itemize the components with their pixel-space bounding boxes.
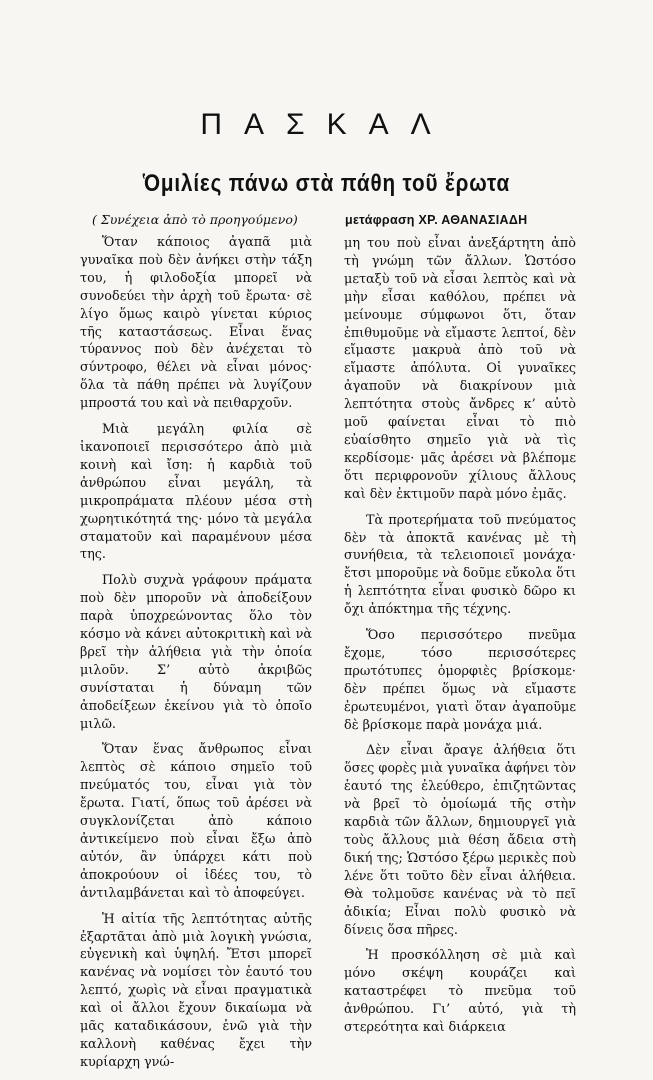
paragraph: Ὅταν κάποιος ἀγαπᾶ μιὰ γυναῖκα ποὺ δὲν ἀνήκει στὴν τάξη του, ἡ φιλοδοξία μπορεῖ νὰ συνοδεύει τὴν ἀρχὴ τοῦ ἔρωτα· σὲ λίγο ὅμως καιρὸ γίνεται κύριος τῆς καταστάσεως. Εἶναι ἕνας τύραννος ποὺ δὲν ἀνέχεται τὸ σύντροφο, θέλει νὰ εἶναι μόνος· ὅλα τὰ πάθη πρέπει νὰ λυγίζουν μπροστά του καὶ νὰ πειθαρχοῦν.	[80, 235, 312, 412]
paragraph: Ὅταν ἕνας ἄνθρωπος εἶναι λεπτὸς σὲ κάποιο σημεῖο τοῦ πνεύματός του, εἶναι γιὰ τὸν ἔρωτα. Γιατί, ὅπως τοῦ ἀρέσει νὰ συγκλονίζεται ἀπὸ κάποιο ἀντικείμενο ποὺ εἶναι ἔξω ἀπὸ αὐτόν, ἂν ὑπάρχει κάτι ποὺ ἀποκρούουν οἱ ἰδέες του, τὸ ἀντιλαμβάνεται καὶ τὸ ἀποφεύγει.	[80, 742, 312, 901]
paragraph: Δὲν εἶναι ἄραγε ἀλήθεια ὅτι ὅσες φορὲς μιὰ γυναῖκα ἀφήνει τὸν ἑαυτό της ἐλεύθερο, ἐπιζητῶντας νὰ βρεῖ τὸ ὁμοίωμά τῆς στὴν καρδιὰ τῶν ἄλλων, δημιουργεῖ γιὰ τοὺς ἄλλους μιὰ θέση ἄδεια στὴ δική της; Ὡστόσο ξέρω μερικὲς ποὺ λένε ὅτι τοῦτο δὲν εἶναι ἀλήθεια. Θὰ τολμοῦσε κανένας νὰ τὸ πεῖ ἀδικία; Εἶναι πολὺ φυσικὸ νὰ δίνεις ὅσα πῆρες.	[344, 743, 576, 938]
article-subtitle: Ὁμιλίες πάνω στὰ πάθη τοῦ ἔρωτα	[142, 170, 511, 197]
paragraph: Πολὺ συχνὰ γράφουν πράματα ποὺ δὲν μποροῦν νὰ ἀποδείξουν παρὰ ὑποχρεώνοντας ὅλο τὸν κόσμο νὰ κάνει αὐτοκριτικὴ καὶ νὰ βρεῖ τὴν ἀλήθεια γιὰ τὴν ὁποία μιλοῦν. Σ’ αὐτὸ ἀκριβῶς συνίσταται ἡ δύναμη τῶν ἀποδείξεων ἐκείνου γιὰ τὸ ὁποῖο μιλῶ.	[80, 573, 312, 732]
left-column	[80, 234, 312, 1080]
article-title: ΠΑΣΚΑΛ	[200, 108, 453, 141]
paragraph: μη του ποὺ εἶναι ἀνεξάρτητη ἀπὸ τὴ γνώμη τῶν ἄλλων. Ὡστόσο μεταξὺ τοῦ νὰ εἶσαι λεπτὸς καὶ νὰ μὴν εἶσαι καθόλου, πρέπει νὰ μείνουμε σύμφωνοι ὅτι, ὅταν ἐπιθυμοῦμε νὰ εἴμαστε λεπτοί, δὲν εἴμαστε μακρυὰ ἀπὸ τοῦ νὰ εἴμαστε ἀπόλυτα. Οἱ γυναῖκες ἀγαποῦν νὰ διακρίνουν μιὰ λεπτότητα στοὺς ἄνδρες κ’ αὐτὸ μοῦ φαίνεται εἶναι τὸ πιὸ εὐαίσθητο σημεῖο γιὰ νὰ τὶς κερδίσομε· μᾶς ἀρέσει νὰ βλέπομε ὅτι περιφρονοῦν χίλιους ἄλλους καὶ δὲν ἐκτιμοῦν παρὰ μόνο ἐμᾶς.	[344, 236, 576, 502]
right-column	[344, 235, 576, 1045]
paragraph: Ἡ προσκόλληση σὲ μιὰ καὶ μόνο σκέψη κουράζει καὶ καταστρέφει τὸ πνεῦμα τοῦ ἀνθρώπου. Γι’ αὐτό, γιὰ τὴ στερεότητα καὶ διάρκεια	[344, 948, 576, 1036]
translator-credit: μετάφραση ΧΡ. ΑΘΑΝΑΣΙΑΔΗ	[345, 213, 528, 227]
paragraph: Ἡ αἰτία τῆς λεπτότητας αὐτῆς ἐξαρτᾶται ἀπὸ μιὰ λογικὴ γνώσια, εὐγενικὴ καὶ ὑψηλή. Ἔτσι μπορεῖ κανένας νὰ νομίσει τὸν ἑαυτό του λεπτό, χωρὶς νὰ εἶναι πραγματικὰ καὶ οἱ ἄλλοι ἔχουν δικαίωμα νὰ μᾶς καταδικάσουν, ἐνῶ γιὰ τὴν καλλονὴ καθένας ἔχει τὴν κυρίαρχη γνώ-	[80, 911, 312, 1070]
paragraph: Μιὰ μεγάλη φιλία σὲ ἱκανοποιεῖ περισσότερο ἀπὸ μιὰ κοινὴ καὶ ἴση: ἡ καρδιὰ τοῦ ἀνθρώπου εἶναι μεγάλη, τὰ μικροπράματα πλέουν μέσα στὴ χωρητικότητά της· μόνο τὰ μεγάλα σταματοῦν καὶ παραμένουν μέσα της.	[80, 422, 312, 563]
paragraph: Ὅσο περισσότερο πνεῦμα ἔχομε, τόσο περισσότερες πρωτότυπες ὁμορφιὲς βρίσκομε· δὲν πρέπει ὅμως νὰ εἴμαστε ἐρωτευμένοι, γιατὶ ὅταν ἀγαποῦμε δὲ βρίσκομε παρὰ μονάχα μιά.	[344, 628, 576, 733]
paragraph: Τὰ προτερήματα τοῦ πνεύματος δὲν τὰ ἀποκτᾶ κανένας μὲ τὴ συνήθεια, τὰ τελειοποιεῖ μονάχα· ἔτσι μποροῦμε νὰ δοῦμε εὔκολα ὅτι ἡ λεπτότητα εἶναι φυσικὸ δῶρο κι ὄχι ἀπόκτημα τῆς τέχνης.	[344, 512, 576, 618]
continuation-note: ( Συνέχεια ἀπὸ τὸ προηγούμενο)	[92, 212, 298, 227]
